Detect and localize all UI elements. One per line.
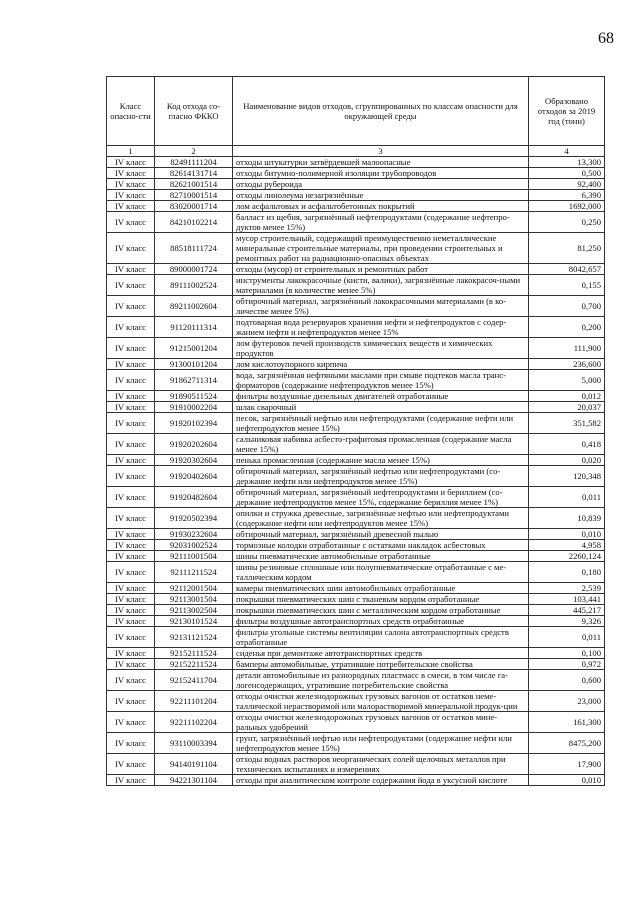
waste-name-cell: обтирочный материал, загрязнённый древесной пылью: [233, 529, 529, 540]
table-row: [107, 179, 605, 190]
table-row: [107, 487, 605, 508]
waste-code-cell: 91215001204: [155, 338, 233, 359]
hazard-class-cell: IV класс: [107, 627, 155, 648]
waste-name-cell: пенька промасленная (содержание масла менее 15%): [233, 455, 529, 466]
waste-code-cell: 94140191104: [155, 754, 233, 775]
waste-name-cell: лом футеровок печей производств химических веществ и химических продуктов: [233, 338, 529, 359]
waste-code-cell: 92152211524: [155, 659, 233, 670]
amount-cell: 20,037: [529, 402, 605, 413]
waste-name-cell: детали автомобильные из разнородных пластмасс в смеси, в том числе га-логенсодержащих, утратившие потребительские свойства: [233, 670, 529, 691]
table-row: [107, 691, 605, 712]
amount-cell: 445,217: [529, 605, 605, 616]
amount-cell: 8475,200: [529, 733, 605, 754]
waste-name-cell: покрышки пневматических шин с металлическим кордом отработанные: [233, 605, 529, 616]
table-row: [107, 455, 605, 466]
column-number: 3: [233, 146, 529, 157]
amount-cell: 0,418: [529, 434, 605, 455]
waste-code-cell: 91920102394: [155, 413, 233, 434]
waste-name-cell: мусор строительный, содержащий преимущественно неметаллические минеральные строительные материалы, при проведении строительных и ремонтных работ на радиационно-опасных объектах: [233, 233, 529, 264]
waste-code-cell: 89000001724: [155, 264, 233, 275]
hazard-class-cell: IV класс: [107, 551, 155, 562]
header-waste-name: Наименование видов отходов, сгруппированных по классам опасности для окружающей среды: [233, 77, 529, 146]
hazard-class-cell: IV класс: [107, 275, 155, 296]
amount-cell: 0,011: [529, 487, 605, 508]
amount-cell: 161,300: [529, 712, 605, 733]
hazard-class-cell: IV класс: [107, 659, 155, 670]
waste-name-cell: бамперы автомобильные, утратившие потребительские свойства: [233, 659, 529, 670]
waste-name-cell: балласт из щебня, загрязнённый нефтепродуктами (содержание нефтепро-дуктов менее 15%): [233, 212, 529, 233]
amount-cell: 0,100: [529, 648, 605, 659]
waste-code-cell: 92131121524: [155, 627, 233, 648]
amount-cell: 111,900: [529, 338, 605, 359]
waste-code-cell: 84210102214: [155, 212, 233, 233]
waste-name-cell: обтирочный материал, загрязнённый нефтепродуктами и бериллием (со-держание нефтепродуктов менее 15%, содержание бериллия менее 1%): [233, 487, 529, 508]
waste-name-cell: отходы штукатурки затвёрдевшей малоопасные: [233, 157, 529, 168]
waste-code-cell: 89211002604: [155, 296, 233, 317]
waste-code-cell: 92211101204: [155, 691, 233, 712]
table-row: [107, 775, 605, 786]
hazard-class-cell: IV класс: [107, 670, 155, 691]
table-row: [107, 605, 605, 616]
amount-cell: 10,839: [529, 508, 605, 529]
table-row: [107, 551, 605, 562]
waste-name-cell: обтирочный материал, загрязнённый нефтью или нефтепродуктами (со-держание нефти или нефтепродуктов менее 15%): [233, 466, 529, 487]
table-row: [107, 370, 605, 391]
amount-cell: 0,250: [529, 212, 605, 233]
hazard-class-cell: IV класс: [107, 594, 155, 605]
waste-name-cell: шины пневматические автомобильные отработанные: [233, 551, 529, 562]
hazard-class-cell: IV класс: [107, 233, 155, 264]
table-row: [107, 712, 605, 733]
table-row: [107, 402, 605, 413]
amount-cell: 13,300: [529, 157, 605, 168]
hazard-class-cell: IV класс: [107, 434, 155, 455]
waste-name-cell: сиденья при демонтаже автотранспортных средств: [233, 648, 529, 659]
amount-cell: 0,020: [529, 455, 605, 466]
amount-cell: 0,700: [529, 296, 605, 317]
waste-code-cell: 89111002524: [155, 275, 233, 296]
table-row: [107, 627, 605, 648]
hazard-class-cell: IV класс: [107, 733, 155, 754]
amount-cell: 236,600: [529, 359, 605, 370]
hazard-class-cell: IV класс: [107, 402, 155, 413]
waste-name-cell: покрышки пневматических шин с тканевым кордом отработанные: [233, 594, 529, 605]
amount-cell: 2,539: [529, 583, 605, 594]
waste-code-cell: 92152111524: [155, 648, 233, 659]
table-row: [107, 466, 605, 487]
hazard-class-cell: IV класс: [107, 712, 155, 733]
waste-code-cell: 91120111314: [155, 317, 233, 338]
waste-name-cell: обтирочный материал, загрязнённый лакокрасочными материалами (в ко-личестве менее 5%): [233, 296, 529, 317]
amount-cell: 0,010: [529, 775, 605, 786]
table-row: [107, 540, 605, 551]
waste-name-cell: шлак сварочный: [233, 402, 529, 413]
table-row: [107, 338, 605, 359]
table-row: [107, 264, 605, 275]
amount-cell: 8042,657: [529, 264, 605, 275]
waste-code-cell: 91920502394: [155, 508, 233, 529]
hazard-class-cell: IV класс: [107, 529, 155, 540]
hazard-class-cell: IV класс: [107, 455, 155, 466]
waste-name-cell: отходы линолеума незагрязнённые: [233, 190, 529, 201]
table-row: [107, 359, 605, 370]
waste-code-cell: 92113002504: [155, 605, 233, 616]
waste-code-cell: 91920482604: [155, 487, 233, 508]
waste-name-cell: лом асфальтовых и асфальтобетонных покрытий: [233, 201, 529, 212]
waste-code-cell: 91920202604: [155, 434, 233, 455]
hazard-class-cell: IV класс: [107, 201, 155, 212]
amount-cell: 0,180: [529, 562, 605, 583]
hazard-class-cell: IV класс: [107, 157, 155, 168]
waste-name-cell: подтоварная вода резервуаров хранения нефти и нефтепродуктов с содер-жанием нефти и нефтепродуктов менее 15%: [233, 317, 529, 338]
waste-table: [106, 76, 605, 786]
waste-name-cell: фильтры воздушные автотранспортных средств отработанные: [233, 616, 529, 627]
waste-code-cell: 91300101204: [155, 359, 233, 370]
amount-cell: 92,400: [529, 179, 605, 190]
amount-cell: 0,011: [529, 627, 605, 648]
table-row: [107, 201, 605, 212]
table-row: [107, 317, 605, 338]
waste-name-cell: сальниковая набивка асбесто-графитовая промасленная (содержание масла менее 15%): [233, 434, 529, 455]
table-row: [107, 562, 605, 583]
amount-cell: 1692,000: [529, 201, 605, 212]
table-row: [107, 754, 605, 775]
waste-name-cell: грунт, загрязнённый нефтью или нефтепродуктами (содержание нефти или нефтепродуктов менее 15%): [233, 733, 529, 754]
hazard-class-cell: IV класс: [107, 179, 155, 190]
waste-code-cell: 91930232604: [155, 529, 233, 540]
table-row: [107, 659, 605, 670]
hazard-class-cell: IV класс: [107, 296, 155, 317]
header-amount: Образовано отходов за 2019 год (тонн): [529, 77, 605, 146]
amount-cell: 0,600: [529, 670, 605, 691]
amount-cell: 9,326: [529, 616, 605, 627]
waste-code-cell: 94221301104: [155, 775, 233, 786]
hazard-class-cell: IV класс: [107, 648, 155, 659]
table-row: [107, 616, 605, 627]
hazard-class-cell: IV класс: [107, 212, 155, 233]
table-row: [107, 168, 605, 179]
waste-code-cell: 92111001504: [155, 551, 233, 562]
hazard-class-cell: IV класс: [107, 540, 155, 551]
table-row: [107, 391, 605, 402]
waste-name-cell: песок, загрязнённый нефтью или нефтепродуктами (содержание нефти или нефтепродуктов менее 15%): [233, 413, 529, 434]
table-row: [107, 670, 605, 691]
column-number-row: [107, 146, 605, 157]
hazard-class-cell: IV класс: [107, 605, 155, 616]
waste-code-cell: 91920402604: [155, 466, 233, 487]
waste-name-cell: камеры пневматических шин автомобильных отработанные: [233, 583, 529, 594]
waste-code-cell: 92130101524: [155, 616, 233, 627]
column-number: 2: [155, 146, 233, 157]
table-row: [107, 413, 605, 434]
hazard-class-cell: IV класс: [107, 691, 155, 712]
table-row: [107, 594, 605, 605]
amount-cell: 120,348: [529, 466, 605, 487]
amount-cell: 23,000: [529, 691, 605, 712]
waste-code-cell: 92211102204: [155, 712, 233, 733]
column-number: 4: [529, 146, 605, 157]
column-number: 1: [107, 146, 155, 157]
amount-cell: 81,250: [529, 233, 605, 264]
waste-name-cell: отходы при аналитическом контроле содержания йода в уксусной кислоте: [233, 775, 529, 786]
hazard-class-cell: IV класс: [107, 775, 155, 786]
waste-name-cell: отходы (мусор) от строительных и ремонтных работ: [233, 264, 529, 275]
table-row: [107, 733, 605, 754]
page-number: 68: [598, 30, 614, 47]
table-row: [107, 296, 605, 317]
waste-code-cell: 92113001504: [155, 594, 233, 605]
table-row: [107, 434, 605, 455]
hazard-class-cell: IV класс: [107, 168, 155, 179]
hazard-class-cell: IV класс: [107, 754, 155, 775]
waste-name-cell: лом кислотоупорного кирпича: [233, 359, 529, 370]
hazard-class-cell: IV класс: [107, 466, 155, 487]
waste-name-cell: отходы битумно-полимерной изоляции трубопроводов: [233, 168, 529, 179]
amount-cell: 0,972: [529, 659, 605, 670]
header-hazard-class: Класс опасно-сти: [107, 77, 155, 146]
waste-code-cell: 92031002524: [155, 540, 233, 551]
hazard-class-cell: IV класс: [107, 190, 155, 201]
waste-name-cell: отходы водных растворов неорганических солей щелочных металлов при технических испытаниях и измерениях: [233, 754, 529, 775]
table-row: [107, 190, 605, 201]
hazard-class-cell: IV класс: [107, 583, 155, 594]
waste-code-cell: 91910002204: [155, 402, 233, 413]
waste-name-cell: фильтры угольные системы вентиляции салона автотранспортных средств отработанные: [233, 627, 529, 648]
table-row: [107, 157, 605, 168]
table-row: [107, 648, 605, 659]
amount-cell: 0,500: [529, 168, 605, 179]
waste-code-cell: 91862711314: [155, 370, 233, 391]
table-row: [107, 275, 605, 296]
table-row: [107, 583, 605, 594]
hazard-class-cell: IV класс: [107, 338, 155, 359]
waste-code-cell: 92112001504: [155, 583, 233, 594]
waste-code-cell: 88518111724: [155, 233, 233, 264]
header-waste-code: Код отхода со-гласно ФККО: [155, 77, 233, 146]
waste-code-cell: 82614131714: [155, 168, 233, 179]
waste-name-cell: инструменты лакокрасочные (кисти, валики), загрязнённые лакокрасоч-ными материалами (в количестве менее 5%): [233, 275, 529, 296]
table-row: [107, 212, 605, 233]
waste-code-cell: 82621001514: [155, 179, 233, 190]
amount-cell: 0,010: [529, 529, 605, 540]
amount-cell: 103,441: [529, 594, 605, 605]
amount-cell: 5,000: [529, 370, 605, 391]
table-header-row: [107, 77, 605, 146]
waste-name-cell: тормозные колодки отработанные с остатками накладок асбестовых: [233, 540, 529, 551]
waste-code-cell: 82491111204: [155, 157, 233, 168]
waste-name-cell: отходы очистки железнодорожных грузовых вагонов от остатков неме-таллической нерастворимой или малорастворимой минеральной продук-ции: [233, 691, 529, 712]
amount-cell: 0,012: [529, 391, 605, 402]
waste-code-cell: 92152411704: [155, 670, 233, 691]
hazard-class-cell: IV класс: [107, 616, 155, 627]
amount-cell: 2260,124: [529, 551, 605, 562]
table-row: [107, 529, 605, 540]
waste-code-cell: 82710001514: [155, 190, 233, 201]
hazard-class-cell: IV класс: [107, 264, 155, 275]
waste-code-cell: 83020001714: [155, 201, 233, 212]
hazard-class-cell: IV класс: [107, 317, 155, 338]
waste-code-cell: 93110003394: [155, 733, 233, 754]
table-row: [107, 508, 605, 529]
waste-name-cell: фильтры воздушные дизельных двигателей отработанные: [233, 391, 529, 402]
hazard-class-cell: IV класс: [107, 508, 155, 529]
table-body: [107, 157, 605, 786]
amount-cell: 4,958: [529, 540, 605, 551]
waste-code-cell: 91920302604: [155, 455, 233, 466]
hazard-class-cell: IV класс: [107, 487, 155, 508]
amount-cell: 6,390: [529, 190, 605, 201]
amount-cell: 0,155: [529, 275, 605, 296]
amount-cell: 17,900: [529, 754, 605, 775]
waste-name-cell: шины резиновые сплошные или полупневматические отработанные с ме-таллическим кордом: [233, 562, 529, 583]
hazard-class-cell: IV класс: [107, 391, 155, 402]
waste-code-cell: 91890511524: [155, 391, 233, 402]
waste-name-cell: вода, загрязнённая нефтяными маслами при смыве подтеков масла транс-форматоров (содержание нефтепродуктов менее 15%): [233, 370, 529, 391]
amount-cell: 351,582: [529, 413, 605, 434]
hazard-class-cell: IV класс: [107, 413, 155, 434]
table-row: [107, 233, 605, 264]
waste-name-cell: отходы рубероида: [233, 179, 529, 190]
amount-cell: 0,200: [529, 317, 605, 338]
hazard-class-cell: IV класс: [107, 370, 155, 391]
waste-name-cell: опилки и стружка древесные, загрязнённые нефтью или нефтепродуктами (содержание нефти или нефтепродуктов менее 15%): [233, 508, 529, 529]
waste-code-cell: 92111211524: [155, 562, 233, 583]
hazard-class-cell: IV класс: [107, 562, 155, 583]
waste-name-cell: отходы очистки железнодорожных грузовых вагонов от остатков мине-ральных удобрений: [233, 712, 529, 733]
hazard-class-cell: IV класс: [107, 359, 155, 370]
